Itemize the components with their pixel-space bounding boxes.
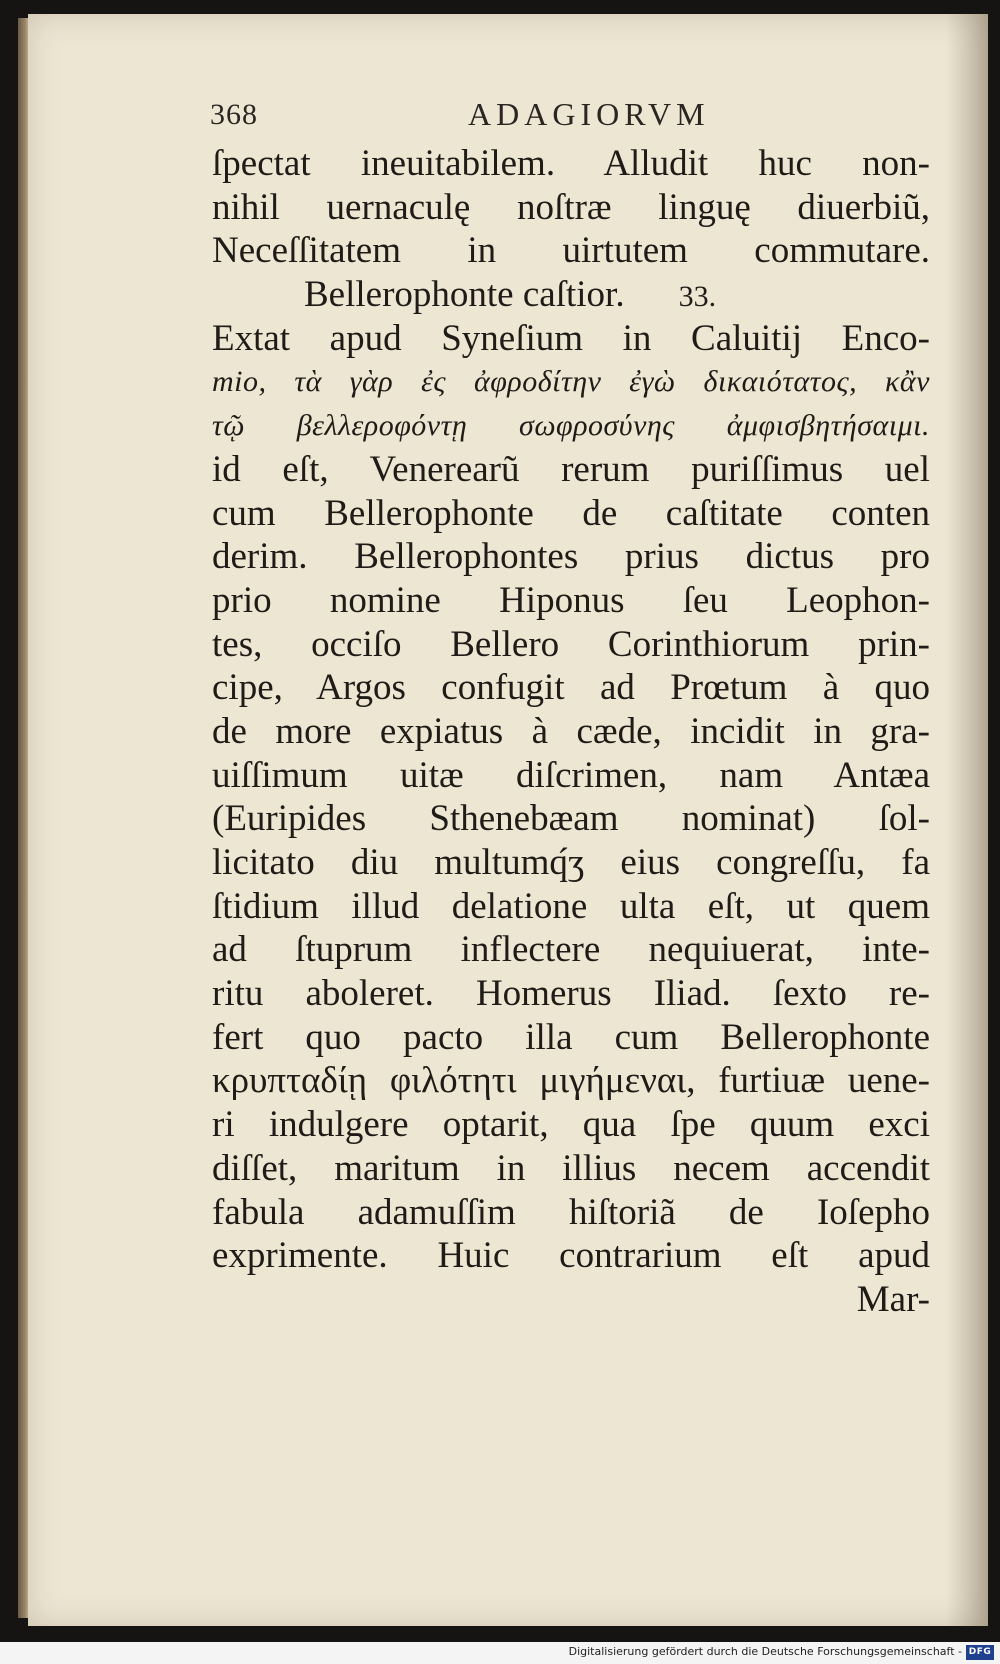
running-head bbox=[210, 96, 930, 140]
text-line: ſtidium illud delatione ulta eſt, ut quem bbox=[212, 885, 930, 927]
adage-number: 33. bbox=[678, 280, 717, 314]
adage-heading bbox=[212, 273, 930, 317]
text-line: tes, occiſo Bellero Corinthiorum prin- bbox=[212, 623, 930, 665]
text-line: ritu aboleret. Homerus Iliad. ſexto re- bbox=[212, 973, 930, 1015]
greek-line: τῷ βελλεροφόντῃ σωφροσύνης ἀμφισβητήσαιμι. bbox=[212, 409, 930, 443]
text-line: diſſet, maritum in illius necem accendit bbox=[212, 1147, 930, 1189]
text-line: ri indulgere optarit, qua ſpe quum exci bbox=[212, 1104, 930, 1146]
text-line: nihil uernaculę noſtræ linguę diuerbiũ, bbox=[212, 186, 930, 228]
catchword: Mar- bbox=[856, 1278, 930, 1320]
text-line: fabula adamuſſim hiſtoriã de Ioſepho bbox=[212, 1191, 930, 1233]
text-line: Neceſſitatem in uirtutem commutare. bbox=[212, 230, 930, 272]
adage-title: Bellerophonte caſtior. bbox=[304, 274, 625, 316]
text-line: id eſt, Venerearũ rerum puriſſimus uel bbox=[212, 448, 930, 490]
text-line: prio nomine Hiponus ſeu Leophon- bbox=[212, 579, 930, 621]
page-number: 368 bbox=[210, 98, 258, 131]
dfg-logo-icon: DFG bbox=[966, 1645, 994, 1660]
text-line: licitato diu multumq́ʒ eius congreſſu, fa bbox=[212, 842, 930, 883]
text-line: ſpectat ineuitabilem. Alludit huc non- bbox=[212, 143, 930, 184]
text-line: ad ſtuprum inflectere nequiuerat, inte- bbox=[212, 929, 930, 971]
text-block bbox=[212, 142, 930, 1322]
text-line: cum Bellerophonte de caſtitate conten bbox=[212, 492, 930, 534]
text-line: Extat apud Syneſium in Caluitij Enco- bbox=[212, 317, 930, 359]
text-line: exprimente. Huic contrarium eſt apud bbox=[212, 1235, 930, 1277]
text-line: cipe, Argos confugit ad Prœtum à quo bbox=[212, 667, 930, 709]
footer-credit: Digitalisierung gefördert durch die Deutsche Forschungsgemeinschaft - bbox=[568, 1645, 962, 1658]
text-line: κρυπταδίῃ φιλότητι μιγήμεναι, furtiuæ uene- bbox=[212, 1060, 930, 1102]
text-line: de more expiatus à cæde, incidit in gra- bbox=[212, 710, 930, 752]
text-line: derim. Bellerophontes prius dictus pro bbox=[212, 536, 930, 578]
text-line: uiſſimum uitæ diſcrimen, nam Antæa bbox=[212, 754, 930, 796]
footer-bar bbox=[0, 1642, 1000, 1664]
running-title: ADAGIORVM bbox=[468, 96, 710, 132]
page-gutter-shadow bbox=[946, 14, 988, 1626]
text-line: fert quo pacto illa cum Bellerophonte bbox=[212, 1016, 930, 1058]
text-line: (Euripides Sthenebæam nominat) ſol- bbox=[212, 798, 930, 840]
greek-line: mio, τὰ γὰρ ἐς ἀφροδίτην ἐγὼ δικαιότατος, κἂν bbox=[212, 365, 930, 399]
